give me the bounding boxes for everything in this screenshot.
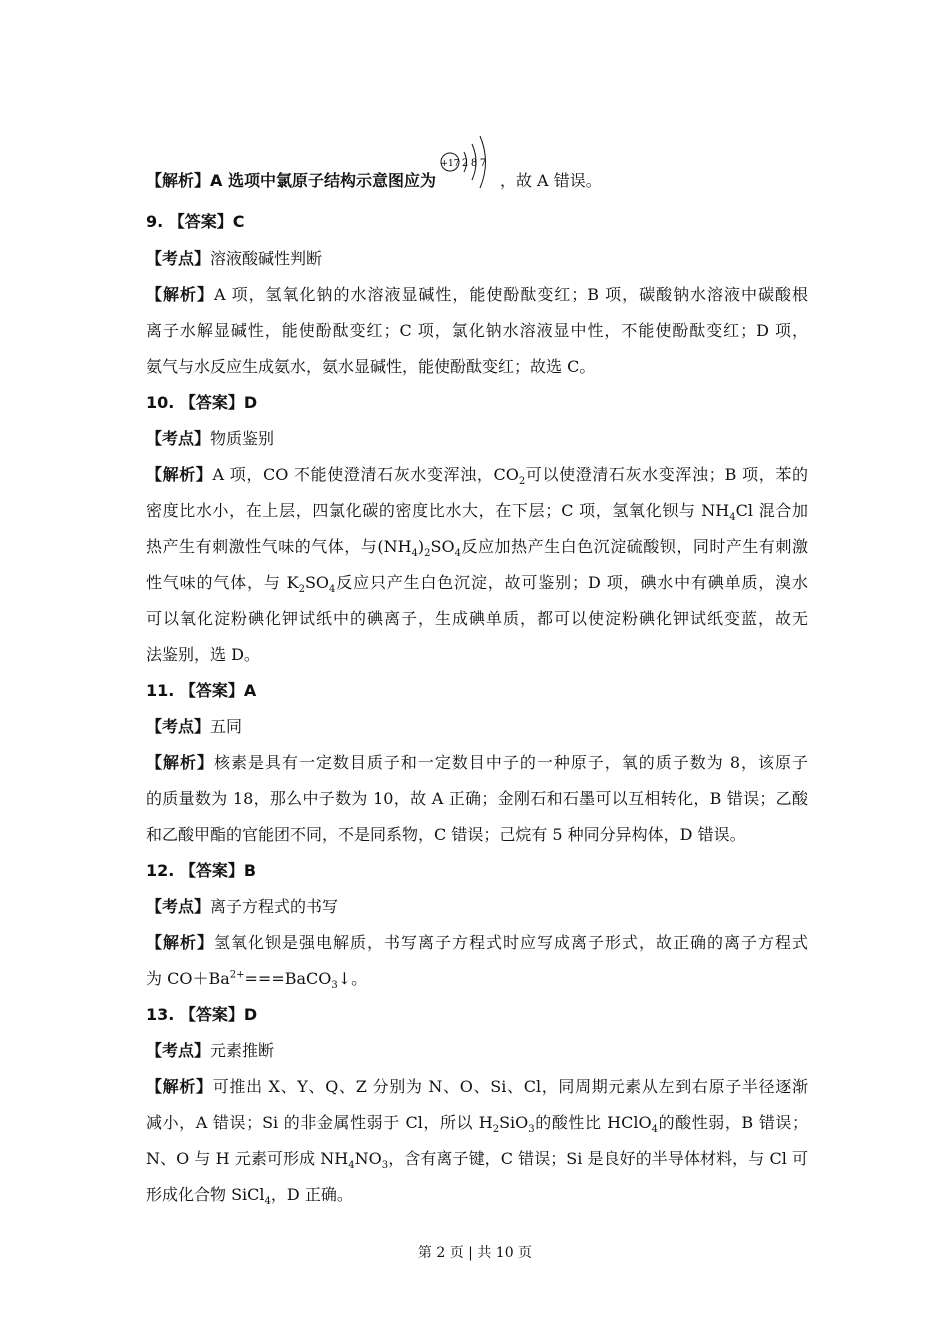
q10-point: 【考点】物质鉴别 [146,429,275,448]
q8-analysis-text: 【解析】A 选项中氯原子结构示意图应为 [146,171,436,190]
q9-analysis-line-3: 氨气与水反应生成氨水，氨水显碱性，能使酚酞变红；故选 C。 [146,357,596,376]
q13-analysis-line-2: 减小，A 错误；Si 的非金属性弱于 Cl，所以 $H_2SiO_3$的酸性比 HClO$_4$的酸性弱，B 错误； [146,1113,808,1136]
q11-analysis-line-1: 【解析】核素是具有一定数目质子和一定数目中子的一种原子，氧的质子数为 8，该原子 [146,753,808,772]
q10-analysis-line-2: 密度比水小，在上层，四氯化碳的密度比水大，在下层；C 项，氢氧化钡与 $NH_4Cl$ 混合加 [146,501,808,524]
q10-analysis-line-6: 法鉴别，选 D。 [146,645,260,664]
q13-answer: 13. 【答案】D [146,1005,258,1024]
q12-answer: 12. 【答案】B [146,861,257,880]
chlorine-atom-diagram [440,157,496,192]
q9-point: 【考点】溶液酸碱性判断 [146,249,323,268]
q12-analysis-line-1: 【解析】氢氧化钡是强电解质，书写离子方程式时应写成离子形式，故正确的离子方程式 [146,933,808,952]
shell-1-electrons: 2 [461,157,469,169]
q8-analysis [146,157,808,192]
shell-2-electrons: 8 [470,157,478,169]
q12-analysis-line-2: 为 $CO+Ba^{2+}===BaCO_3↓$。 [146,969,368,992]
q10-analysis-line-3: 热产生有刺激性气味的气体，与$(NH_4)_2SO_4$反应加热产生白色沉淀硫酸钡，同时产生有刺激 [146,537,808,560]
q9-answer: 9. 【答案】C [146,212,245,231]
page-footer: 第 2 页 | 共 10 页 [417,1245,533,1261]
q10-analysis-line-4: 性气味的气体，与 $K_2SO_4$反应只产生白色沉淀，故可鉴别；D 项，碘水中有碘单质，溴水 [146,573,808,596]
q8-analysis-suffix: ，故 A 错误。 [499,171,602,190]
shell-3-electrons: 7 [479,157,487,169]
q9-analysis-line-1: 【解析】A 项，氢氧化钠的水溶液显碱性，能使酚酞变红；B 项，碳酸钠水溶液中碳酸根 [146,285,808,304]
q13-point: 【考点】元素推断 [146,1041,275,1060]
q11-answer: 11. 【答案】A [146,681,257,700]
q10-answer: 10. 【答案】D [146,393,258,412]
q10-analysis-line-1: 【解析】A 项，CO 不能使澄清石灰水变浑浊，$CO_2$可以使澄清石灰水变浑浊；B 项，苯的 [146,465,808,488]
q12-point: 【考点】离子方程式的书写 [146,897,339,916]
q11-point: 【考点】五同 [146,717,243,736]
q10-analysis-line-5: 可以氧化淀粉碘化钾试纸中的碘离子，生成碘单质，都可以使淀粉碘化钾试纸变蓝，故无 [146,609,808,628]
q11-analysis-line-3: 和乙酸甲酯的官能团不同，不是同系物，C 错误；己烷有 5 种同分异构体，D 错误。 [146,825,746,844]
q13-analysis-line-1: 【解析】可推出 X、Y、Q、Z 分别为 N、O、Si、Cl，同周期元素从左到右原子半径逐渐 [146,1077,808,1096]
q13-analysis-line-4: 形成化合物 SiCl$_4$，D 正确。 [146,1185,353,1208]
q9-analysis-line-2: 离子水解显碱性，能使酚酞变红；C 项，氯化钠水溶液显中性，不能使酚酞变红；D 项， [146,321,808,340]
nucleus-charge: +17 [440,158,460,169]
q13-analysis-line-3: N、O 与 H 元素可形成 $NH_4NO_3$，含有离子键，C 错误；Si 是良好的半导体材料，与 Cl 可 [146,1149,808,1172]
q11-analysis-line-2: 的质量数为 18，那么中子数为 10，故 A 正确；金刚石和石墨可以互相转化，B 错误；乙酸 [146,789,808,808]
